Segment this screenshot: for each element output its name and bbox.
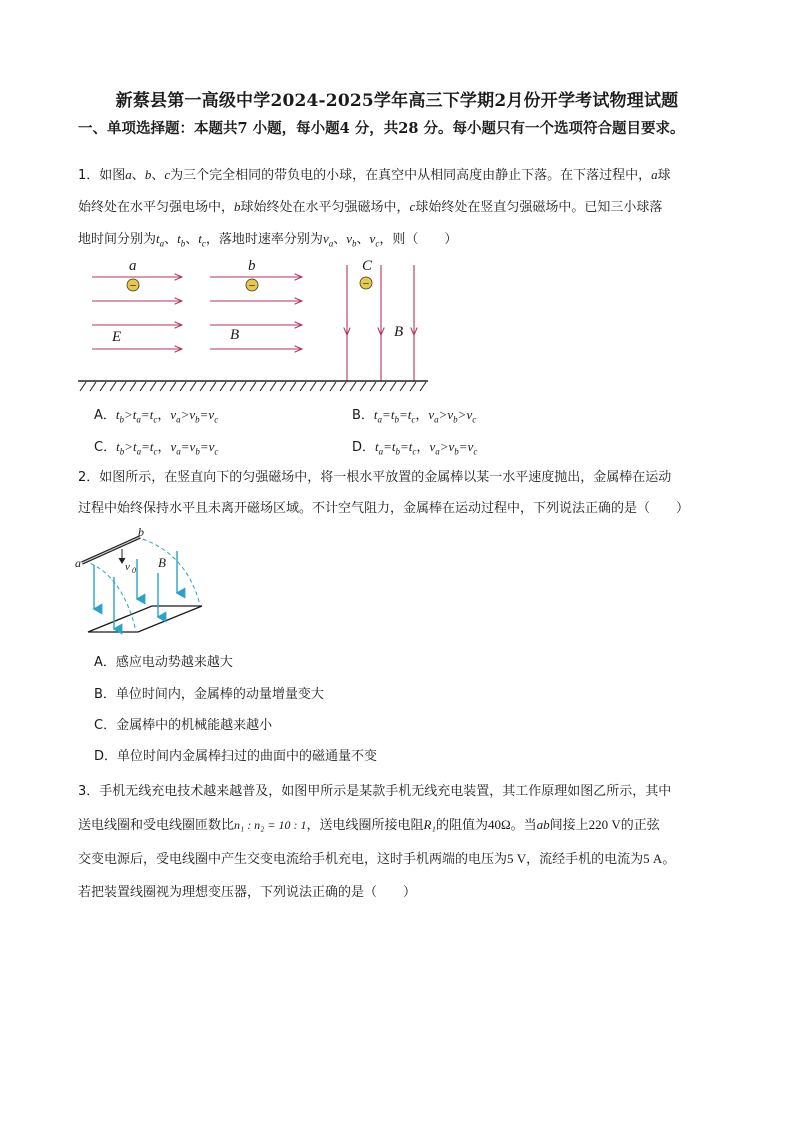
label-E: E (112, 329, 122, 345)
ball-a (127, 279, 139, 292)
label-B-vertical: B (394, 324, 404, 340)
label-c: C (362, 258, 373, 274)
ball-c (360, 277, 372, 290)
q2-option-d[interactable]: D．单位时间内金属棒扫过的曲面中的磁通量不变 (94, 749, 378, 764)
base-frame (88, 606, 202, 632)
q1-option-a[interactable]: A．$t_b>t_a=t_c$，$v_a>v_b=v_c$ (94, 407, 219, 425)
label-a: a (129, 258, 137, 274)
label-field-B: B (158, 555, 166, 570)
page-title: 新蔡县第一高级中学2024-2025学年高三下学期2月份开学考试物理试题 (115, 91, 679, 111)
q1-option-b[interactable]: B．$t_a=t_b=t_c$，$v_a>v_b>v_c$ (352, 407, 477, 425)
ground (78, 381, 428, 391)
figure-1-fields (76, 255, 432, 395)
q1-option-c[interactable]: C．$t_b>t_a=t_c$，$v_a=v_b=v_c$ (94, 439, 219, 457)
question-2-text: 2．如图所示，在竖直向下的匀强磁场中，将一根水平放置的金属棒以某一水平速度抛出，金属棒在运动 过程中始终保持水平且未离开磁场区域。不计空气阻力，金属棒在运动过程中，下列说法正确的是（ ） (78, 470, 690, 516)
question-1-text: 1．如图a、b、c为三个完全相同的带负电的小球，在真空中从相同高度由静止下落。在下落过程中，a球 始终处在水平匀强电场中，b球始终处在水平匀强磁场中，c球始终处在竖直匀强磁场中。已知三小球落 地时间分别为$t_a$、$t_b$、$t_c$，落地时速率分别为$v_a$、$v_b$、$v_c$，则（ ） (78, 167, 671, 249)
svg-text:−: − (248, 281, 256, 292)
label-rod-a: a (75, 556, 81, 570)
label-b: b (248, 258, 256, 274)
label-v0: v (125, 561, 130, 573)
metal-rod (82, 537, 140, 563)
q2-option-a[interactable]: A．感应电动势越来越大 (94, 655, 233, 670)
section-heading: 一、单项选择题：本题共7 小题，每小题4 分，共28 分。每小题只有一个选项符合题目要求。 (78, 120, 685, 137)
question-3-text: 3．手机无线充电技术越来越普及，如图甲所示是某款手机无线充电装置，其工作原理如图乙所示，其中 送电线圈和受电线圈匝数比n₁ : n₂ = 10 : 1，送电线圈所接电阻R₁的阻值为40Ω。当ab间接上220 V的正弦 交变电源后，受电线圈中产生交变电流给手机充电，这时手机两端的电压为5 V，流经手机的电流为5 A。 若把装置线圈视为理想变压器，下列说法正确的是（ ） (78, 784, 676, 900)
ball-b (246, 279, 258, 292)
figure-2-rod (74, 525, 214, 640)
label-B-horizontal: B (230, 327, 240, 343)
vertical-magnetic-field-lines (347, 265, 414, 335)
q1-option-d[interactable]: D．$t_a=t_b=t_c$，$v_a>v_b=v_c$ (352, 439, 478, 457)
svg-text:−: − (129, 281, 137, 292)
q2-option-c[interactable]: C．金属棒中的机械能越来越小 (94, 718, 273, 733)
svg-text:−: − (362, 279, 370, 290)
label-v0-sub: 0 (132, 566, 136, 575)
label-rod-b: b (138, 525, 144, 539)
trajectory-curves (84, 537, 200, 631)
q2-option-b[interactable]: B．单位时间内，金属棒的动量增量变大 (94, 687, 324, 702)
